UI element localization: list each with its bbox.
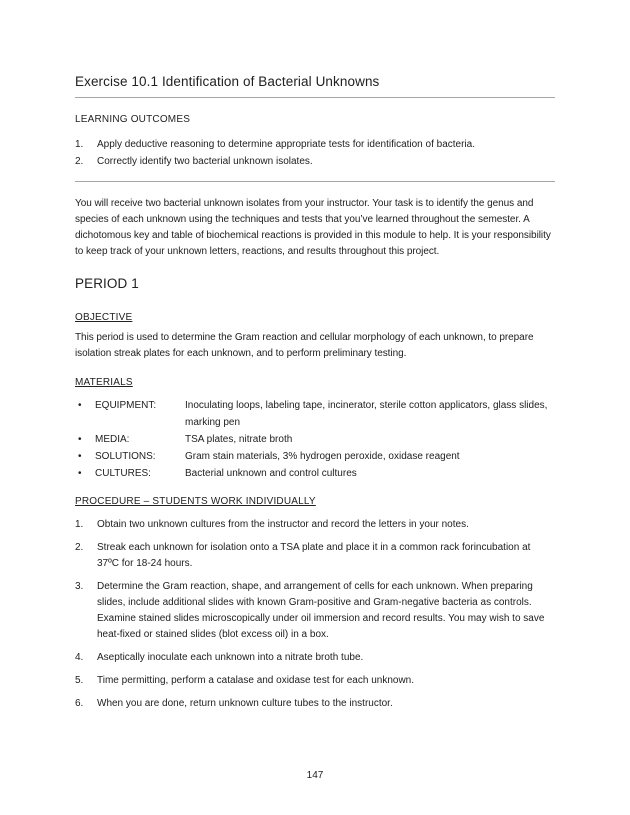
material-value: Gram stain materials, 3% hydrogen peroxide, oxidase reagent (185, 451, 460, 462)
step-text: Aseptically inoculate each unknown into a nitrate broth tube. (97, 652, 364, 663)
step-text: Determine the Gram reaction, shape, and arrangement of cells for each unknown. When preparing slides, include additional slides with known Gram-positive and Gram-negative bacteria as controls. Examine stained slides microscopically under oil immersion and record results. You may wish to save heat-fixed or stained slides (blot excess oil) in a box. (97, 581, 545, 640)
materials-item (75, 431, 555, 448)
material-label: CULTURES: (95, 468, 151, 479)
step-text: When you are done, return unknown culture tubes to the instructor. (97, 698, 393, 709)
step-number: 1. (75, 519, 84, 530)
materials-item (75, 448, 555, 465)
learning-outcome-item (75, 136, 555, 153)
step-number: 5. (75, 675, 84, 686)
step-text: Time permitting, perform a catalase and oxidase test for each unknown. (97, 675, 415, 686)
procedure-step (75, 696, 555, 712)
outcome-text: Correctly identify two bacterial unknown isolates. (97, 156, 313, 167)
materials-item (75, 397, 555, 431)
procedure-heading: PROCEDURE – STUDENTS WORK INDIVIDUALLY (75, 496, 316, 507)
learning-outcomes-heading: LEARNING OUTCOMES (75, 114, 191, 125)
step-number: 2. (75, 542, 84, 553)
section-divider-top (75, 97, 555, 98)
period-1-heading: PERIOD 1 (75, 276, 139, 291)
materials-list (75, 397, 555, 482)
procedure-step (75, 579, 555, 643)
procedure-step (75, 517, 555, 533)
materials-item (75, 465, 555, 482)
step-number: 6. (75, 698, 84, 709)
page-number: 147 (306, 770, 324, 781)
objective-text: This period is used to determine the Gram reaction and cellular morphology of each unknown, to prepare isolation streak plates for each unknown, and to perform preliminary testing. (75, 332, 534, 359)
material-label: MEDIA: (95, 434, 130, 445)
step-text: Obtain two unknown cultures from the instructor and record the letters in your notes. (97, 519, 469, 530)
material-value: Inoculating loops, labeling tape, incinerator, sterile cotton applicators, glass slides, marking pen (185, 400, 548, 428)
learning-outcomes-list (75, 136, 555, 170)
outcome-text: Apply deductive reasoning to determine appropriate tests for identification of bacteria. (97, 139, 475, 150)
procedure-step (75, 650, 555, 666)
bullet-icon: • (78, 400, 82, 411)
intro-paragraph: You will receive two bacterial unknown isolates from your instructor. Your task is to identify the genus and species of each unknown using the techniques and tests that you’ve learned throughout the semester. A dichotomous key and table of biochemical reactions is provided in this module to help. It is your responsibility to keep track of your unknown letters, reactions, and results throughout this project. (75, 198, 551, 257)
step-text: Streak each unknown for isolation onto a TSA plate and place it in a common rack forincubation at 37ºC for 18-24 hours. (97, 542, 531, 569)
section-divider-bottom (75, 181, 555, 182)
bullet-icon: • (78, 468, 82, 479)
procedure-step (75, 673, 555, 689)
outcome-number: 2. (75, 156, 84, 167)
procedure-step (75, 540, 555, 572)
step-number: 4. (75, 652, 84, 663)
step-number: 3. (75, 581, 84, 592)
learning-outcome-item (75, 153, 555, 170)
material-value: TSA plates, nitrate broth (185, 434, 293, 445)
material-value: Bacterial unknown and control cultures (185, 468, 357, 479)
material-label: SOLUTIONS: (95, 451, 156, 462)
bullet-icon: • (78, 451, 82, 462)
objective-heading: OBJECTIVE (75, 312, 133, 323)
material-label: EQUIPMENT: (95, 400, 157, 411)
procedure-steps-list (75, 517, 555, 712)
exercise-title: Exercise 10.1 Identification of Bacterial Unknowns (75, 74, 380, 89)
materials-heading: MATERIALS (75, 377, 133, 388)
outcome-number: 1. (75, 139, 84, 150)
bullet-icon: • (78, 434, 82, 445)
